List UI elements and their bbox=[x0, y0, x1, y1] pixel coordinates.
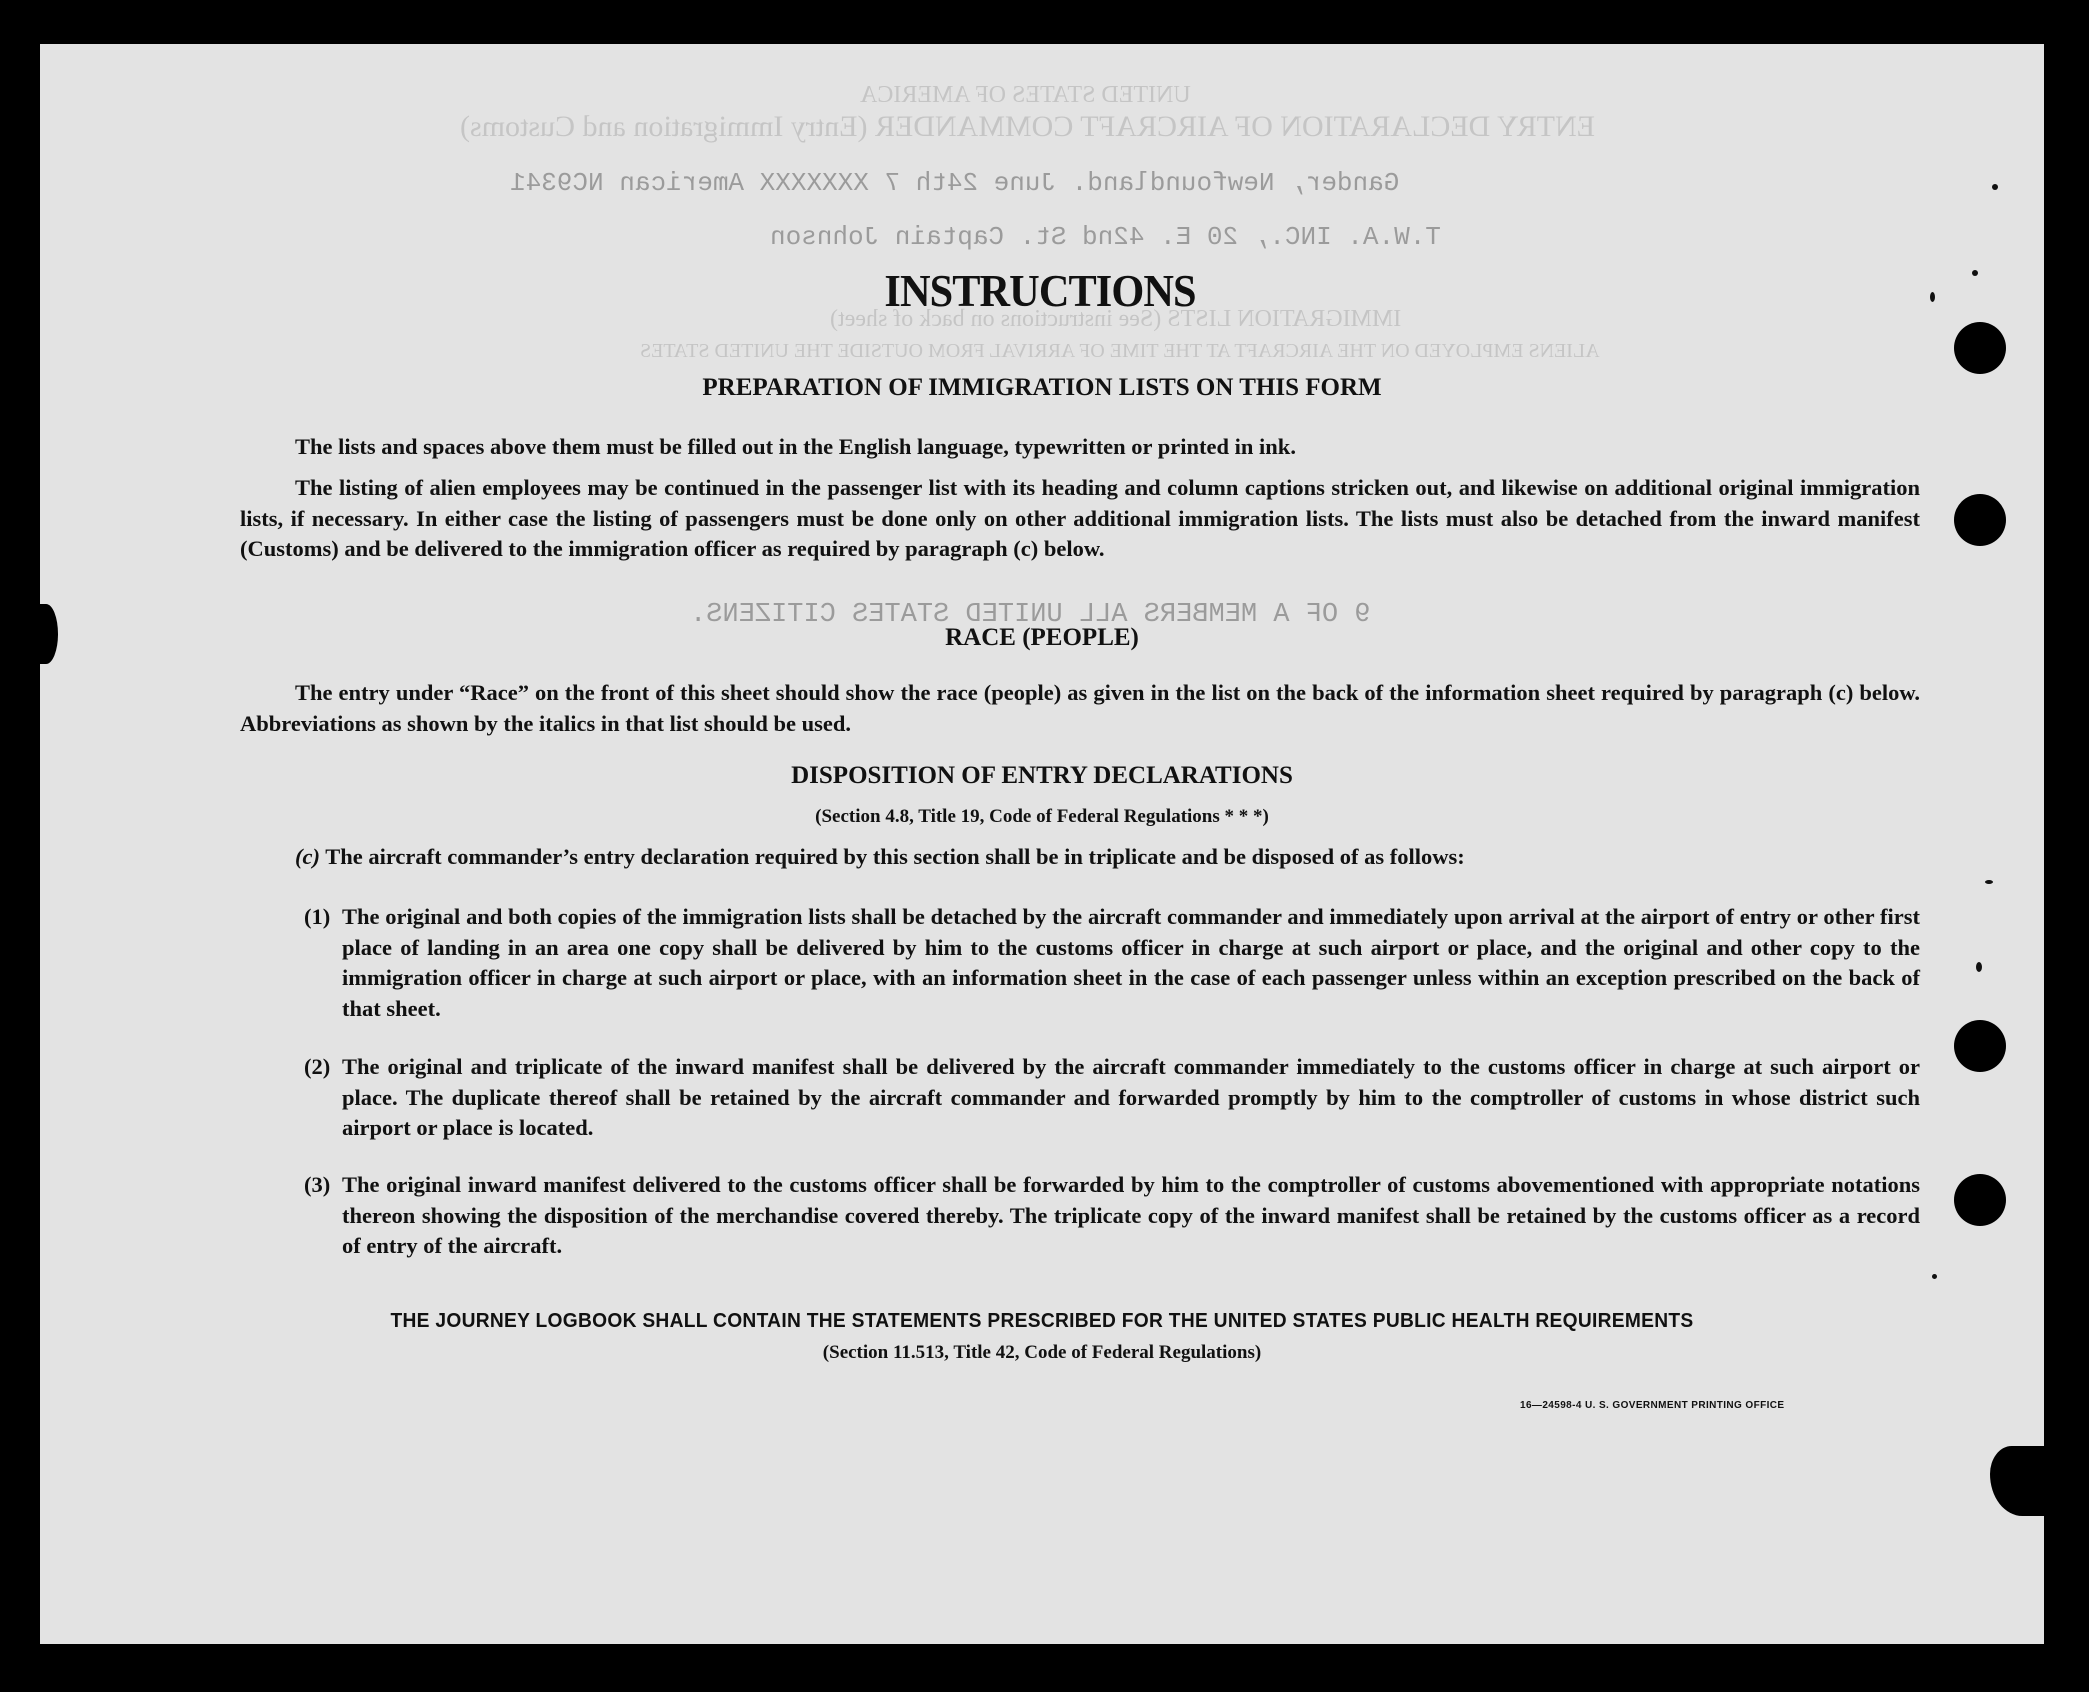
list-item bbox=[304, 1170, 1920, 1262]
punch-hole bbox=[1954, 494, 2006, 546]
section-citation: (Section 4.8, Title 19, Code of Federal Regulations * * *) bbox=[815, 806, 1269, 827]
page-title: INSTRUCTIONS bbox=[884, 265, 1196, 316]
paragraph-alien-employees: The listing of alien employees may be continued in the passenger list with its heading and column captions stricken out, and likewise on additional original immigration lists, if necessary. In either case the listing of passengers must be done only on other additional immigration lists. The lists must also be detached from the inward manifest (Customs) and be delivered to the immigration officer as required by paragraph (c) below. bbox=[240, 475, 1920, 561]
paragraph-english-language: The lists and spaces above them must be filled out in the English language, typewritten or printed in ink. bbox=[295, 434, 1296, 459]
section-heading-preparation: PREPARATION OF IMMIGRATION LISTS ON THIS FORM bbox=[702, 374, 1382, 401]
bleed-through-typed-crew: 9 OF A MEMBERS ALL UNITED STATES CITIZENS. bbox=[690, 600, 1371, 630]
ink-speck bbox=[1972, 270, 1978, 276]
item-number: (3) bbox=[304, 1172, 331, 1197]
bleed-through-line1: UNITED STATES OF AMERICA bbox=[860, 82, 1191, 108]
footer-citation: (Section 11.513, Title 42, Code of Federal Regulations) bbox=[822, 1342, 1262, 1363]
torn-corner bbox=[1990, 1446, 2044, 1516]
ink-speck bbox=[1930, 292, 1935, 302]
punch-hole bbox=[1954, 322, 2006, 374]
ink-speck bbox=[1932, 1274, 1937, 1279]
paragraph-race-entry: The entry under “Race” on the front of this sheet should show the race (people) as given in the list on the back of the information sheet required by paragraph (c) below. Abbreviations as shown by the italics in that list should be used. bbox=[240, 680, 1920, 736]
bleed-through-line3: IMMIGRATION LISTS (See instructions on back of sheet) bbox=[830, 306, 1402, 332]
paragraph-c-text: The aircraft commander’s entry declaration required by this section shall be in triplicate and be disposed of as follows: bbox=[325, 844, 1465, 869]
paragraph-c-intro bbox=[295, 842, 1920, 873]
bleed-through-line4: ALIENS EMPLOYED ON THE AIRCRAFT AT THE TIME OF ARRIVAL FROM OUTSIDE THE UNITED STATES bbox=[640, 340, 1600, 362]
document-page bbox=[40, 44, 2044, 1644]
punch-hole bbox=[1954, 1174, 2006, 1226]
ink-speck bbox=[1985, 880, 1993, 884]
item-number: (1) bbox=[304, 904, 331, 929]
punch-hole bbox=[1954, 1020, 2006, 1072]
bleed-through-typed-owner: T.W.A. INC., 20 E. 42nd St. Captain Johnson bbox=[770, 222, 1441, 252]
item-text: The original inward manifest delivered to the customs officer shall be forwarded by him to the comptroller of customs abovementioned with appropriate notations thereon showing the disposition of the merchandise covered thereby. The triplicate copy of the inward manifest shall be retained by the customs officer as a record of entry of the aircraft. bbox=[342, 1172, 1920, 1258]
item-text: The original and triplicate of the inward manifest shall be delivered by the aircraft commander immediately to the customs officer in charge at such airport or place. The duplicate thereof shall be retained by the aircraft commander and forwarded promptly by him to the comptroller of customs in whose district such airport or place is located. bbox=[342, 1054, 1920, 1140]
item-text: The original and both copies of the immigration lists shall be detached by the aircraft commander and immediately upon arrival at the airport of entry or other first place of landing in an area one copy shall be delivered by him to the customs officer in charge at such airport or place, and the original and other copy to the immigration officer in charge at such airport or place, with an information sheet in the case of each passenger unless within an exception prescribed on the back of that sheet. bbox=[342, 904, 1920, 1021]
list-item bbox=[304, 1052, 1920, 1144]
ink-speck bbox=[1976, 962, 1982, 972]
bleed-through-line2: ENTRY DECLARATION OF AIRCRAFT COMMANDER (Entry Immigration and Customs) bbox=[460, 110, 1596, 143]
printer-imprint: 16—24598-4 U. S. GOVERNMENT PRINTING OFFICE bbox=[1520, 1400, 1785, 1411]
paragraph-c-label: (c) bbox=[295, 844, 320, 869]
ink-speck bbox=[1992, 184, 1998, 190]
list-item bbox=[304, 902, 1920, 1024]
torn-edge bbox=[34, 604, 58, 664]
bleed-through-typed-route: Gander, Newfoundland. June 24th 7 XXXXXXX American NC9341 bbox=[510, 168, 1400, 198]
section-heading-race: RACE (PEOPLE) bbox=[945, 624, 1139, 651]
footer-health-requirements: THE JOURNEY LOGBOOK SHALL CONTAIN THE STATEMENTS PRESCRIBED FOR THE UNITED STATES PUBLIC HEALTH REQUIREMENTS bbox=[390, 1310, 1694, 1332]
item-number: (2) bbox=[304, 1054, 331, 1079]
section-heading-disposition: DISPOSITION OF ENTRY DECLARATIONS bbox=[791, 762, 1293, 789]
